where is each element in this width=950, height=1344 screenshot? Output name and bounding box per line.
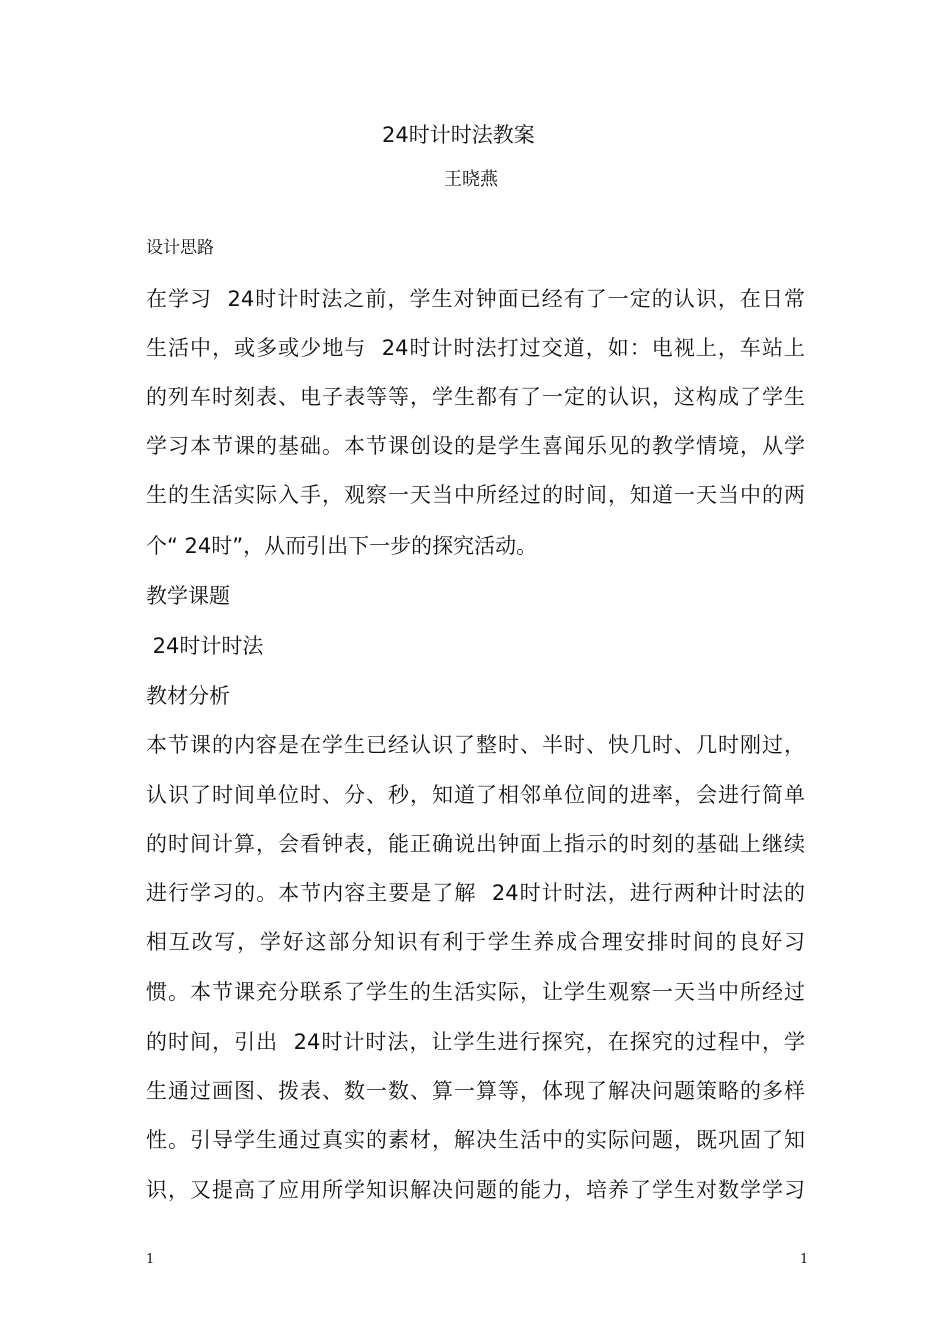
analysis-line-10: 识，又提高了应用所学知识解决问题的能力，培养了学生对数学学习 bbox=[146, 1178, 805, 1202]
analysis-line-7: 的时间，引出 24时计时法，让学生进行探究，在探究的过程中，学 bbox=[146, 1030, 805, 1054]
topic-value: 24时计时法 bbox=[146, 634, 264, 658]
analysis-line-5: 相互改写，学好这部分知识有利于学生养成合理安排时间的良好习 bbox=[146, 930, 805, 954]
design-section-label: 设计思路 bbox=[146, 238, 214, 258]
analysis-line-9: 性。引导学生通过真实的素材，解决生活中的实际问题，既巩固了知 bbox=[146, 1128, 805, 1152]
analysis-line-1: 本节课的内容是在学生已经认识了整时、半时、快几时、几时刚过， bbox=[146, 733, 805, 757]
analysis-line-3: 的时间计算，会看钟表，能正确说出钟面上指示的时刻的基础上继续 bbox=[146, 832, 805, 856]
intro-line-5: 生的生活实际入手，观察一天当中所经过的时间，知道一天当中的两 bbox=[146, 483, 805, 507]
intro-line-4: 学习本节课的基础。本节课创设的是学生喜闻乐见的教学情境，从学 bbox=[146, 434, 805, 458]
intro-line-1: 在学习 24时计时法之前，学生对钟面已经有了一定的认识，在日常 bbox=[146, 287, 805, 311]
analysis-line-4: 进行学习的。本节内容主要是了解 24时计时法，进行两种计时法的 bbox=[146, 881, 805, 905]
topic-heading: 教学课题 bbox=[146, 584, 230, 608]
analysis-line-8: 生通过画图、拨表、数一数、算一算等，体现了解决问题策略的多样 bbox=[146, 1079, 805, 1103]
analysis-heading: 教材分析 bbox=[146, 684, 230, 708]
document-title: 24时计时法教案 bbox=[382, 123, 535, 147]
intro-line-6: 个“ 24时”，从而引出下一步的探究活动。 bbox=[146, 534, 538, 558]
intro-line-2: 生活中，或多或少地与 24时计时法打过交道，如：电视上，车站上 bbox=[146, 336, 805, 360]
analysis-line-2: 认识了时间单位时、分、秒，知道了相邻单位间的进率，会进行简单 bbox=[146, 783, 805, 807]
author-name: 王晓燕 bbox=[444, 169, 498, 190]
analysis-line-6: 惯。本节课充分联系了学生的生活实际，让学生观察一天当中所经过 bbox=[146, 980, 805, 1004]
page-number-right: 1 bbox=[800, 1252, 809, 1267]
intro-line-3: 的列车时刻表、电子表等等，学生都有了一定的认识，这构成了学生 bbox=[146, 385, 805, 409]
page-number-left: 1 bbox=[146, 1252, 155, 1267]
